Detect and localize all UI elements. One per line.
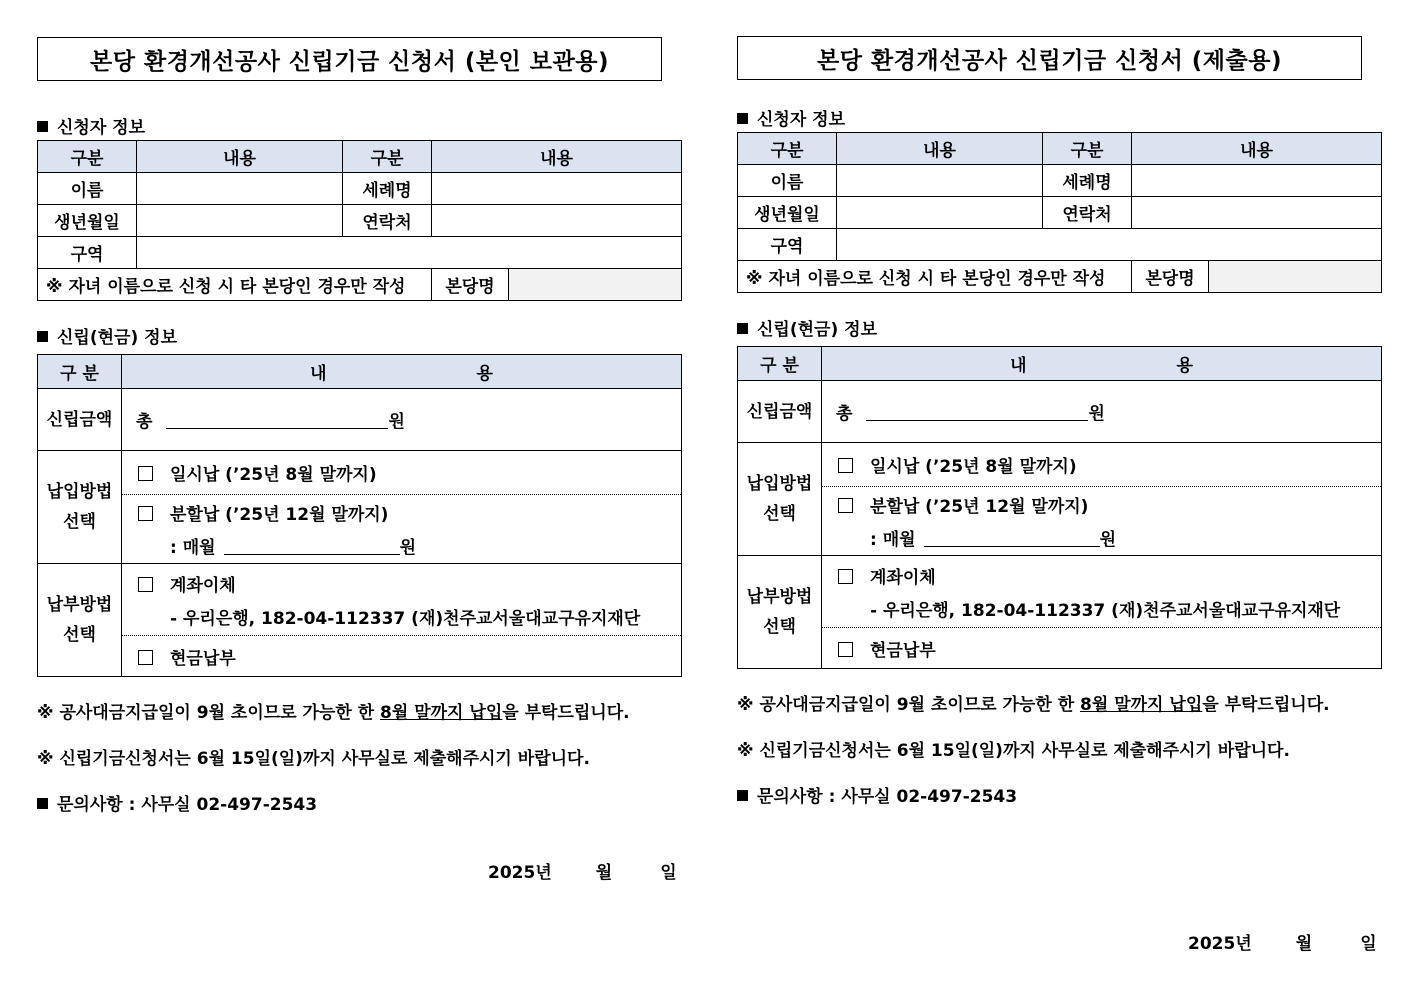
header-category: 구분	[343, 141, 432, 173]
payment-label: 납부방법 선택	[38, 564, 122, 677]
form-personal-copy	[37, 37, 682, 883]
child-note: ※ 자녀 이름으로 신청 시 타 본당인 경우만 작성	[38, 269, 432, 301]
header-content: 내 용	[122, 355, 682, 389]
account-info: - 우리은행, 182-04-112337 (재)천주교서울대교구유지재단	[170, 608, 641, 629]
checkbox[interactable]	[838, 569, 853, 584]
header-category: 구분	[1043, 133, 1132, 165]
checkbox[interactable]	[838, 458, 853, 473]
amount-field[interactable]: 총 원	[822, 381, 1382, 443]
account-info: - 우리은행, 182-04-112337 (재)천주교서울대교구유지재단	[870, 600, 1341, 621]
transfer-option[interactable]: 계좌이체 - 우리은행, 182-04-112337 (재)천주교서울대교구유지재단	[822, 556, 1382, 628]
district-label: 구역	[738, 229, 837, 261]
square-bullet-icon	[37, 121, 48, 132]
header-content: 내용	[837, 133, 1043, 165]
header-content: 내용	[1132, 133, 1382, 165]
note-deadline-august: ※ 공사대금지급일이 9월 초이므로 가능한 한 8월 말까지 납입을 부탁드립니다.	[37, 703, 630, 723]
birth-date-field[interactable]	[137, 205, 343, 237]
baptismal-name-field[interactable]	[432, 173, 682, 205]
transfer-option[interactable]: 계좌이체 - 우리은행, 182-04-112337 (재)천주교서울대교구유지재단	[122, 564, 682, 636]
birth-date-field[interactable]	[837, 197, 1043, 229]
checkbox[interactable]	[138, 650, 153, 665]
birth-date-label: 생년월일	[738, 197, 837, 229]
note-submission: ※ 신립기금신청서는 6월 15일(일)까지 사무실로 제출해주시기 바랍니다.	[37, 749, 590, 769]
contact-label: 연락처	[1043, 197, 1132, 229]
amount-blank[interactable]	[166, 428, 388, 429]
parish-label: 본당명	[432, 269, 509, 301]
inquiry: 문의사항 : 사무실 02-497-2543	[37, 793, 682, 839]
header-content: 내용	[432, 141, 682, 173]
header-content: 내 용	[822, 347, 1382, 381]
header-category: 구분	[738, 133, 837, 165]
baptismal-name-label: 세례명	[343, 173, 432, 205]
contact-label: 연락처	[343, 205, 432, 237]
name-label: 이름	[738, 165, 837, 197]
square-bullet-icon	[37, 798, 48, 809]
parish-label: 본당명	[1132, 261, 1209, 293]
square-bullet-icon	[37, 331, 48, 342]
notes	[737, 693, 1382, 831]
district-label: 구역	[38, 237, 137, 269]
form-submission-copy	[737, 36, 1382, 954]
applicant-section-title: 신청자 정보	[37, 116, 682, 140]
method-label: 납입방법 선택	[38, 451, 122, 564]
baptismal-name-label: 세례명	[1043, 165, 1132, 197]
monthly-blank[interactable]	[224, 554, 400, 555]
pledge-table	[37, 354, 682, 677]
checkbox[interactable]	[838, 642, 853, 657]
notes	[37, 701, 682, 839]
checkbox[interactable]	[138, 466, 153, 481]
square-bullet-icon	[737, 790, 748, 801]
name-field[interactable]	[137, 173, 343, 205]
form-title: 본당 환경개선공사 신립기금 신청서 (본인 보관용)	[37, 37, 662, 81]
form-title: 본당 환경개선공사 신립기금 신청서 (제출용)	[737, 36, 1362, 80]
pledge-section-title: 신립(현금) 정보	[737, 318, 1382, 342]
header-category: 구 분	[38, 355, 122, 389]
square-bullet-icon	[737, 113, 748, 124]
installment-option[interactable]: 분할납 (’25년 12월 말까지) : 매월 원	[822, 487, 1382, 556]
amount-label: 신립금액	[738, 381, 822, 443]
lump-sum-option[interactable]: 일시납 (’25년 8월 말까지)	[122, 451, 682, 495]
district-field[interactable]	[137, 237, 682, 269]
cash-option[interactable]: 현금납부	[122, 636, 682, 677]
header-category: 구분	[38, 141, 137, 173]
district-field[interactable]	[837, 229, 1382, 261]
applicant-table	[37, 140, 682, 301]
child-note: ※ 자녀 이름으로 신청 시 타 본당인 경우만 작성	[738, 261, 1132, 293]
monthly-blank[interactable]	[924, 546, 1100, 547]
header-content: 내용	[137, 141, 343, 173]
amount-blank[interactable]	[866, 420, 1088, 421]
payment-label: 납부방법 선택	[738, 556, 822, 669]
name-field[interactable]	[837, 165, 1043, 197]
method-label: 납입방법 선택	[738, 443, 822, 556]
amount-field[interactable]: 총 원	[122, 389, 682, 451]
baptismal-name-field[interactable]	[1132, 165, 1382, 197]
note-deadline-august: ※ 공사대금지급일이 9월 초이므로 가능한 한 8월 말까지 납입을 부탁드립니다.	[737, 695, 1330, 715]
inquiry: 문의사항 : 사무실 02-497-2543	[737, 785, 1382, 831]
header-category: 구 분	[738, 347, 822, 381]
lump-sum-option[interactable]: 일시납 (’25년 8월 말까지)	[822, 443, 1382, 487]
applicant-section-title: 신청자 정보	[737, 108, 1382, 132]
installment-option[interactable]: 분할납 (’25년 12월 말까지) : 매월 원	[122, 495, 682, 564]
applicant-table	[737, 132, 1382, 293]
note-submission: ※ 신립기금신청서는 6월 15일(일)까지 사무실로 제출해주시기 바랍니다.	[737, 741, 1290, 761]
name-label: 이름	[38, 173, 137, 205]
square-bullet-icon	[737, 323, 748, 334]
checkbox[interactable]	[838, 498, 853, 513]
parish-field[interactable]	[1209, 261, 1382, 293]
date-line: 2025년 월 일	[488, 863, 677, 883]
pledge-section-title: 신립(현금) 정보	[37, 326, 682, 350]
contact-field[interactable]	[432, 205, 682, 237]
date-line: 2025년 월 일	[1188, 934, 1377, 954]
contact-field[interactable]	[1132, 197, 1382, 229]
pledge-table	[737, 346, 1382, 669]
cash-option[interactable]: 현금납부	[822, 628, 1382, 669]
birth-date-label: 생년월일	[38, 205, 137, 237]
amount-label: 신립금액	[38, 389, 122, 451]
checkbox[interactable]	[138, 577, 153, 592]
parish-field[interactable]	[509, 269, 682, 301]
checkbox[interactable]	[138, 506, 153, 521]
